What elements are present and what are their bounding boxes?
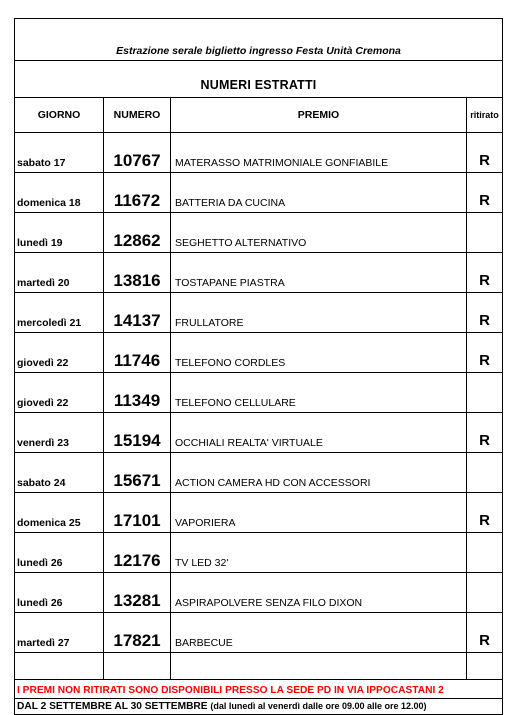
prize-cell: VAPORIERA bbox=[171, 493, 467, 533]
day-cell: lunedì 26 bbox=[15, 533, 104, 573]
table-row bbox=[15, 373, 503, 413]
collected-cell: R bbox=[467, 133, 503, 173]
prize-cell: MATERASSO MATRIMONIALE GONFIABILE bbox=[171, 133, 467, 173]
table-row bbox=[15, 413, 503, 453]
table-row bbox=[15, 133, 503, 173]
collected-cell: R bbox=[467, 173, 503, 213]
day-cell: lunedì 19 bbox=[15, 213, 104, 253]
pickup-note: I PREMI NON RITIRATI SONO DISPONIBILI PRESSO LA SEDE PD IN VIA IPPOCASTANI 2 bbox=[15, 680, 503, 699]
column-header-premio: PREMIO bbox=[171, 98, 467, 133]
number-cell: 10767 bbox=[104, 133, 171, 173]
subtitle-row bbox=[15, 61, 503, 98]
number-cell: 11349 bbox=[104, 373, 171, 413]
day-cell: giovedì 22 bbox=[15, 373, 104, 413]
collected-cell bbox=[467, 453, 503, 493]
table-row bbox=[15, 453, 503, 493]
title-row bbox=[15, 19, 503, 61]
prize-cell: TELEFONO CORDLES bbox=[171, 333, 467, 373]
collected-cell bbox=[467, 573, 503, 613]
collected-cell bbox=[467, 213, 503, 253]
collected-cell: R bbox=[467, 493, 503, 533]
page-subtitle: NUMERI ESTRATTI bbox=[15, 61, 503, 98]
prize-cell: BARBECUE bbox=[171, 613, 467, 653]
table-row bbox=[15, 573, 503, 613]
collected-cell bbox=[467, 533, 503, 573]
day-cell: venerdì 23 bbox=[15, 413, 104, 453]
prize-cell: BATTERIA DA CUCINA bbox=[171, 173, 467, 213]
collected-cell: R bbox=[467, 253, 503, 293]
note-row-dates bbox=[15, 699, 503, 715]
table-row bbox=[15, 173, 503, 213]
day-cell: sabato 24 bbox=[15, 453, 104, 493]
column-header-giorno: GIORNO bbox=[15, 98, 104, 133]
number-cell: 15194 bbox=[104, 413, 171, 453]
number-cell: 11746 bbox=[104, 333, 171, 373]
dates-note bbox=[15, 699, 503, 715]
day-cell: domenica 25 bbox=[15, 493, 104, 533]
empty-cell bbox=[15, 653, 104, 680]
table-row bbox=[15, 613, 503, 653]
collected-cell: R bbox=[467, 333, 503, 373]
collected-cell: R bbox=[467, 293, 503, 333]
day-cell: lunedì 26 bbox=[15, 573, 104, 613]
winners-table bbox=[14, 18, 503, 715]
table-body bbox=[15, 133, 503, 653]
winners-sheet bbox=[14, 18, 502, 715]
note-row-pickup bbox=[15, 680, 503, 699]
table-row bbox=[15, 253, 503, 293]
collected-cell bbox=[467, 373, 503, 413]
prize-cell: TV LED 32' bbox=[171, 533, 467, 573]
column-header-ritirato: ritirato bbox=[467, 98, 503, 133]
column-header-row bbox=[15, 98, 503, 133]
number-cell: 17821 bbox=[104, 613, 171, 653]
day-cell: domenica 18 bbox=[15, 173, 104, 213]
day-cell: martedì 27 bbox=[15, 613, 104, 653]
prize-cell: ACTION CAMERA HD CON ACCESSORI bbox=[171, 453, 467, 493]
prize-cell: TOSTAPANE PIASTRA bbox=[171, 253, 467, 293]
number-cell: 12862 bbox=[104, 213, 171, 253]
empty-cell bbox=[171, 653, 467, 680]
prize-cell: OCCHIALI REALTA' VIRTUALE bbox=[171, 413, 467, 453]
empty-row bbox=[15, 653, 503, 680]
empty-cell bbox=[467, 653, 503, 680]
page-title: Estrazione serale biglietto ingresso Festa Unità Cremona bbox=[15, 19, 503, 61]
day-cell: mercoledì 21 bbox=[15, 293, 104, 333]
collected-cell: R bbox=[467, 413, 503, 453]
number-cell: 12176 bbox=[104, 533, 171, 573]
table-row bbox=[15, 493, 503, 533]
number-cell: 13816 bbox=[104, 253, 171, 293]
table-row bbox=[15, 293, 503, 333]
prize-cell: ASPIRAPOLVERE SENZA FILO DIXON bbox=[171, 573, 467, 613]
number-cell: 17101 bbox=[104, 493, 171, 533]
prize-cell: SEGHETTO ALTERNATIVO bbox=[171, 213, 467, 253]
table-row bbox=[15, 533, 503, 573]
number-cell: 13281 bbox=[104, 573, 171, 613]
number-cell: 15671 bbox=[104, 453, 171, 493]
empty-cell bbox=[104, 653, 171, 680]
prize-cell: FRULLATORE bbox=[171, 293, 467, 333]
column-header-numero: NUMERO bbox=[104, 98, 171, 133]
day-cell: martedì 20 bbox=[15, 253, 104, 293]
day-cell: sabato 17 bbox=[15, 133, 104, 173]
collected-cell: R bbox=[467, 613, 503, 653]
dates-note-detail: (dal lunedì al venerdì dalle ore 09.00 alle ore 12.00) bbox=[210, 701, 427, 711]
day-cell: giovedì 22 bbox=[15, 333, 104, 373]
number-cell: 11672 bbox=[104, 173, 171, 213]
table-row bbox=[15, 333, 503, 373]
prize-cell: TELEFONO CELLULARE bbox=[171, 373, 467, 413]
dates-note-main: DAL 2 SETTEMBRE AL 30 SETTEMBRE bbox=[17, 701, 208, 712]
number-cell: 14137 bbox=[104, 293, 171, 333]
table-row bbox=[15, 213, 503, 253]
